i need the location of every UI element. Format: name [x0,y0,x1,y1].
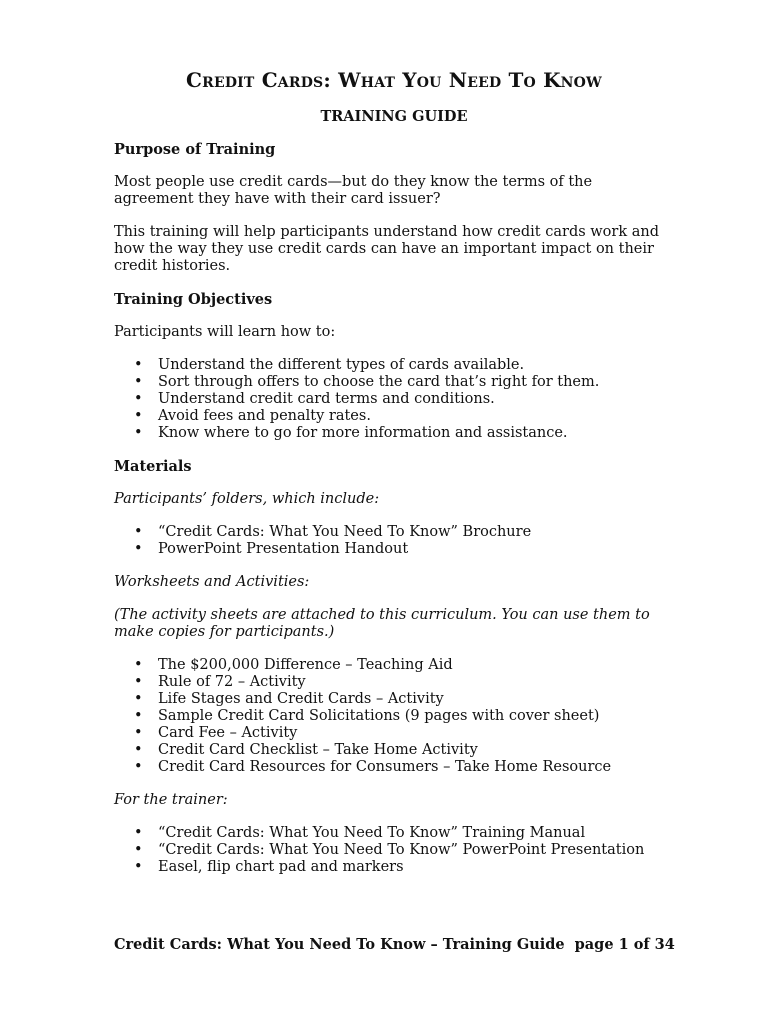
list-item: • Understand credit card terms and conditions. [134,391,674,408]
list-item: • Sample Credit Card Solicitations (9 pages with cover sheet) [134,708,674,725]
page-footer [114,936,674,953]
objectives-list [134,357,674,442]
purpose-paragraph-1: Most people use credit cards—but do they know the terms of the agreement they have with their card issuer? [114,174,593,207]
folder-items-list [134,524,674,558]
list-item: • Easel, flip chart pad and markers [134,859,674,876]
list-item: • Understand the different types of cards available. [134,357,674,374]
list-item: • Sort through offers to choose the card that’s right for them. [134,374,674,391]
worksheet-items-list [134,657,674,776]
list-item: • Rule of 72 – Activity [134,674,674,691]
materials-heading: Materials [114,458,192,475]
list-item: • PowerPoint Presentation Handout [134,541,674,558]
list-item: • Credit Card Resources for Consumers – Take Home Resource [134,759,674,776]
objectives-heading: Training Objectives [114,291,273,308]
worksheets-note: (The activity sheets are attached to this curriculum. You can use them to make copies for participants.) [114,607,650,640]
list-item: • Know where to go for more information and assistance. [134,425,674,442]
objectives-intro: Participants will learn how to: [114,324,336,340]
list-item: • Credit Card Checklist – Take Home Activity [134,742,674,759]
list-item: • Avoid fees and penalty rates. [134,408,674,425]
page-content [114,68,674,892]
list-item: • The $200,000 Difference – Teaching Aid [134,657,674,674]
trainer-label: For the trainer: [114,792,228,808]
trainer-items-list [134,825,674,876]
list-item: • “Credit Cards: What You Need To Know” PowerPoint Presentation [134,842,674,859]
list-item: • Card Fee – Activity [134,725,674,742]
list-item: • “Credit Cards: What You Need To Know” Brochure [134,524,674,541]
list-item: • Life Stages and Credit Cards – Activity [134,691,674,708]
page-number: page 1 of 34 [574,936,675,953]
document-title: Credit Cards: What You Need To Know [186,68,602,92]
purpose-paragraph-2: This training will help participants understand how credit cards work and how the way they use credit cards can have an important impact on their credit histories. [114,224,660,274]
folders-label: Participants’ folders, which include: [114,491,380,507]
footer-text: Credit Cards: What You Need To Know – Training Guide [114,936,565,953]
document-subtitle: TRAINING GUIDE [320,108,468,125]
purpose-heading: Purpose of Training [114,141,276,158]
worksheets-label: Worksheets and Activities: [114,574,310,590]
list-item: • “Credit Cards: What You Need To Know” Training Manual [134,825,674,842]
